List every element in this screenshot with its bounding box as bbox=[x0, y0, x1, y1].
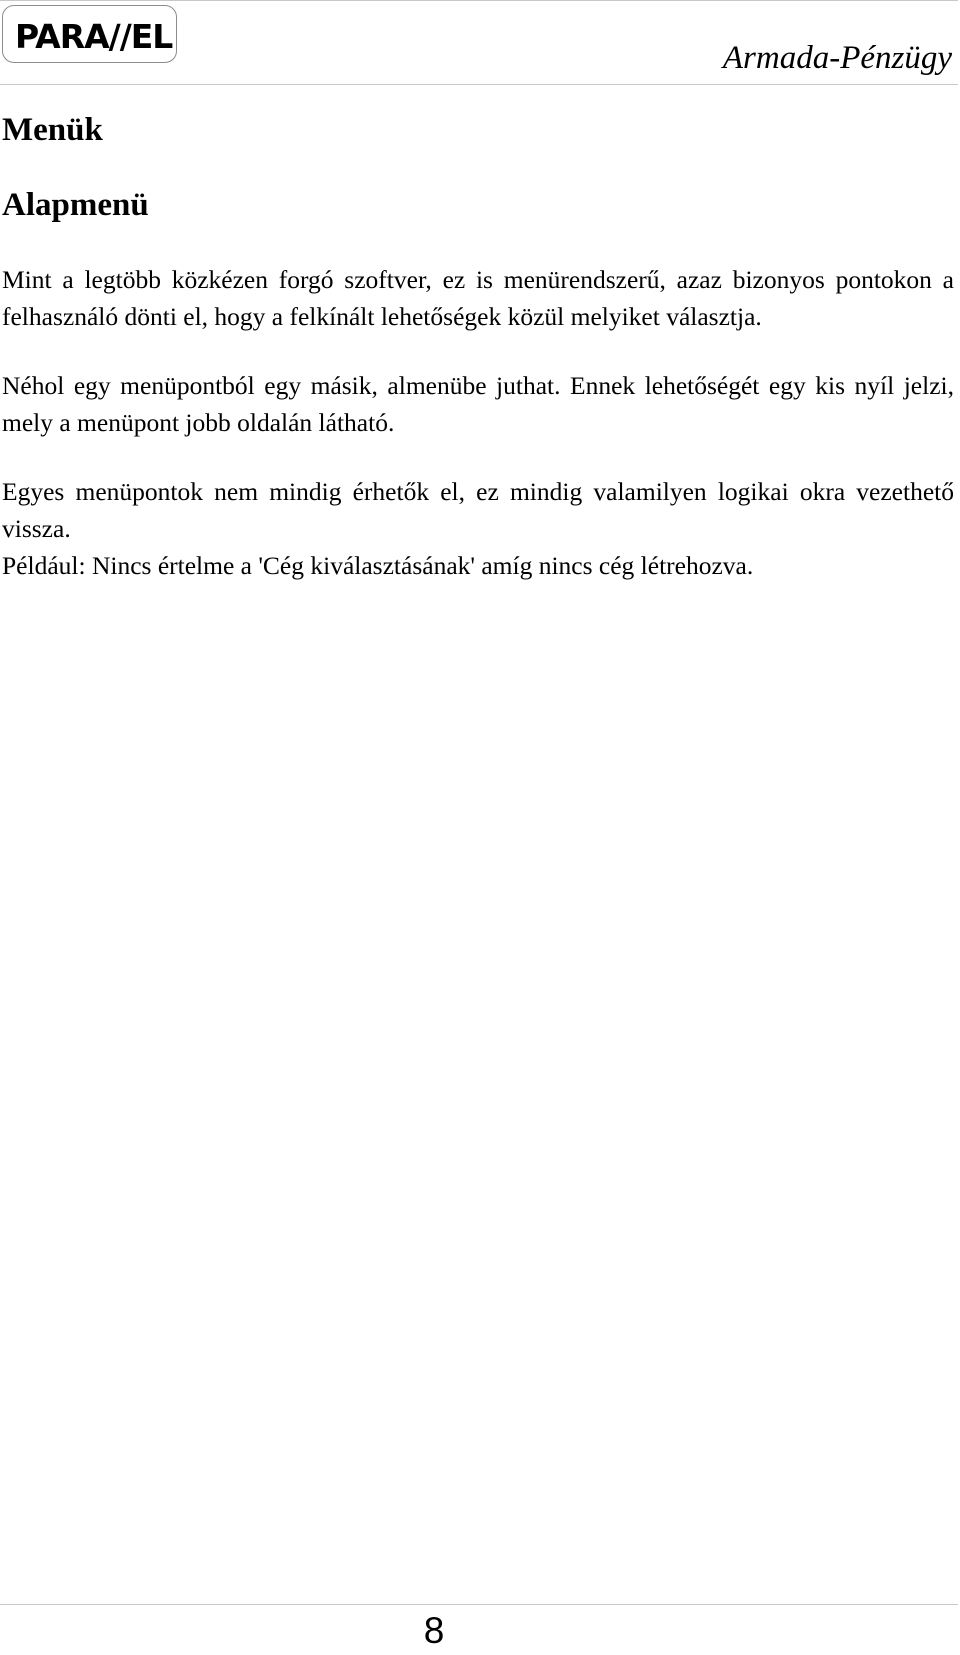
parallel-logo bbox=[2, 5, 177, 63]
page-number: 8 bbox=[423, 1610, 445, 1651]
page-content bbox=[2, 114, 954, 584]
page-header bbox=[0, 0, 960, 86]
logo-text: PARA//EL bbox=[15, 17, 173, 56]
paragraph-unavailable-items: Egyes menüpontok nem mindig érhetők el, ez mindig valamilyen logikai okra vezethető vissza. bbox=[2, 477, 954, 543]
section-heading: Menük bbox=[2, 112, 103, 148]
header-divider bbox=[0, 84, 958, 85]
footer-divider bbox=[0, 1604, 958, 1605]
paragraph-menu-system: Mint a legtöbb közkézen forgó szoftver, ez is menürendszerű, azaz bizonyos pontokon a felhasználó dönti el, hogy a felkínált lehetőségek közül melyiket választja. bbox=[2, 265, 954, 331]
paragraph-submenu: Néhol egy menüpontból egy másik, almenübe juthat. Ennek lehetőségét egy kis nyíl jelzi, mely a menüpont jobb oldalán látható. bbox=[2, 371, 954, 437]
paragraph-example: Például: Nincs értelme a 'Cég kiválasztásának' amíg nincs cég létrehozva. bbox=[2, 551, 754, 580]
top-divider bbox=[0, 0, 958, 1]
subsection-heading: Alapmenü bbox=[2, 187, 149, 223]
document-title: Armada-Pénzügy bbox=[722, 40, 952, 76]
